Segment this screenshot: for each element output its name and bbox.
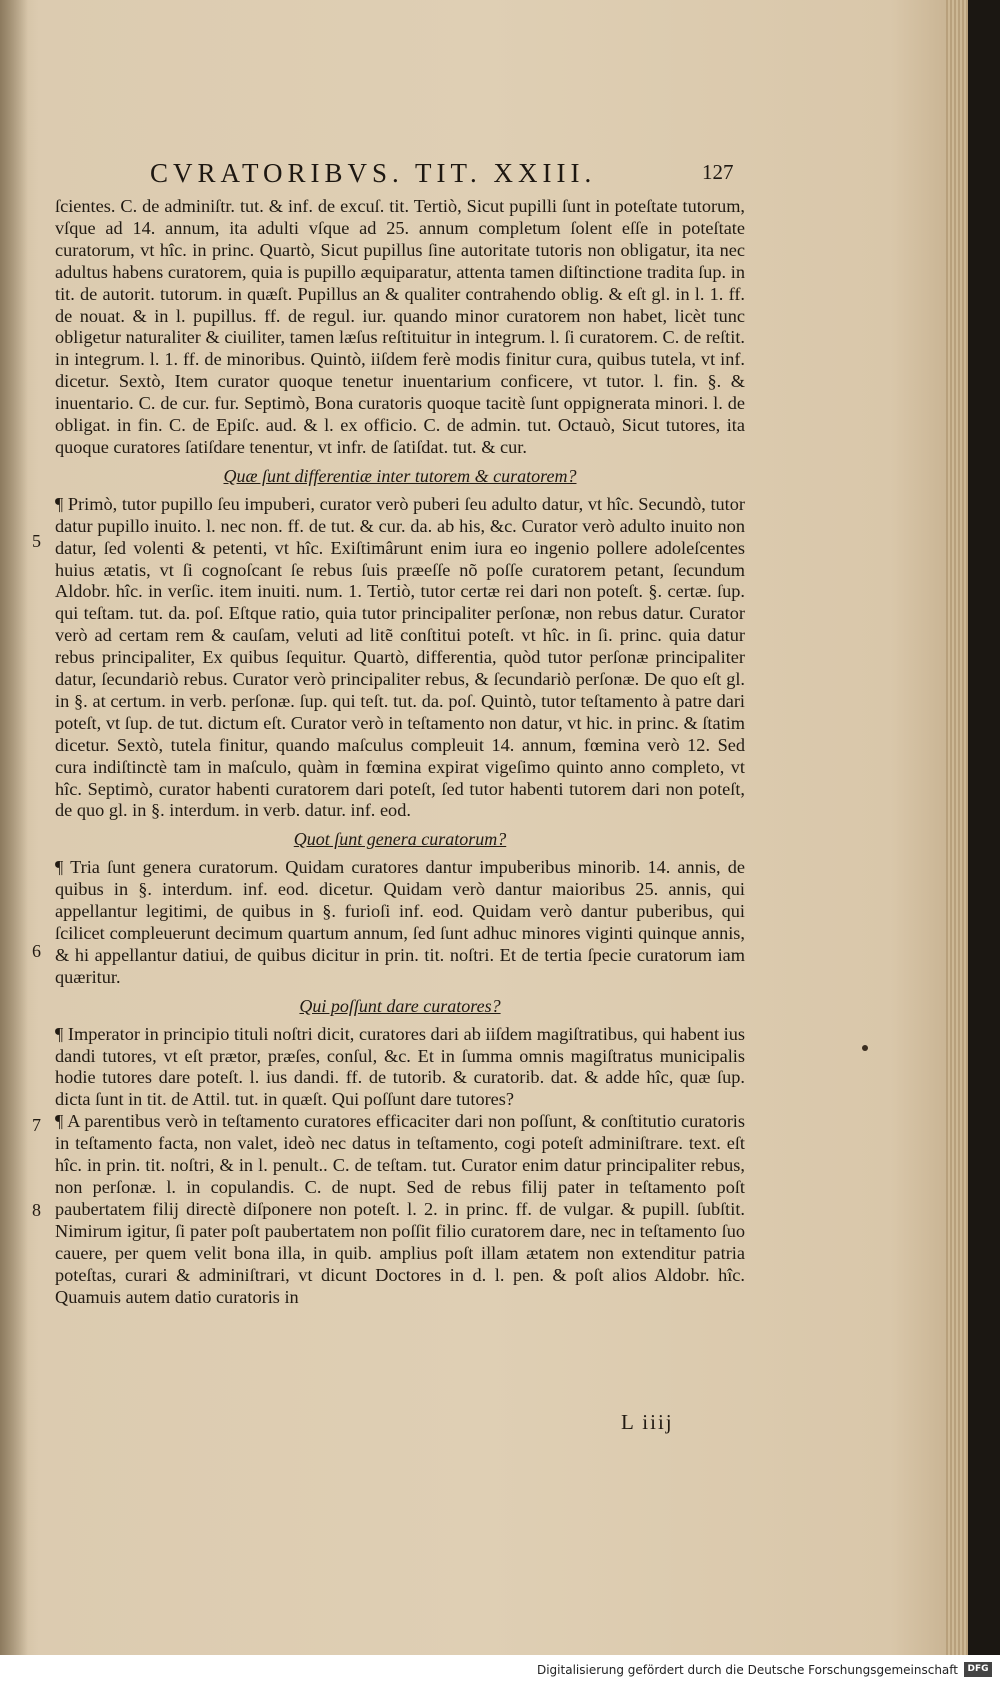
- section-number-6: 6: [32, 941, 41, 961]
- section-number-8: 8: [32, 1200, 41, 1220]
- dfg-logo: DFG: [964, 1662, 992, 1677]
- paragraph-intro: ſcientes. C. de adminiſtr. tut. & inf. de excuſ. tit. Tertiò, Sicut pupilli ſunt in poteſtate tutorum, vſque ad 14. annum, ita adulti vſque ad 25. annum completum ſolent eſſe in poteſtate curatorum, vt hîc. in princ. Quartò, Sicut pupillus ſine autoritate tutoris non obligatur, ita nec adultus habens curatorem, quia is pupillo æquiparatur, attenta tamen diſtinctione tradita ſup. in tit. de autorit. tutorum. in quæſt. Pupillus an & qualiter contrahendo oblig. & eſt gl. in l. 1. ff. de nouat. & in l. pupillus. ff. de regul. iur. quando minor curatorem non habet, licèt tunc obligetur naturaliter & ciuiliter, tamen læſus reſtituitur in integrum. l. ſi curatorem. C. de reſtit. in integrum. l. 1. ff. de minoribus. Quintò, iiſdem ferè modis finitur cura, quibus tutela, vt inf. dicetur. Sextò, Item curator quoque tenetur inuentarium conficere, vt tutor. l. fin. §. & inuentario. C. de cur. fur. Septimò, Bona curatoris quoque tacitè ſunt oppignerata minori. l. de obligat. in fin. C. de Epiſc. aud. & l. ex officio. C. de admin. tut. Octauò, Sicut tutores, ita quoque curatores ſatiſdare tenentur, vt infr. de ſatiſdat. tut. & cur.: [55, 196, 745, 457]
- footer-bar: [0, 1655, 1000, 1687]
- section-heading-7: Qui poſſunt dare curatores?: [299, 995, 501, 1016]
- section-text-7: ¶ Imperator in principio tituli noſtri dicit, curatores dari ab iiſdem magiſtratibus, qui habent ius dandi tutores, vt eſt prætor, præſes, conſul, &c. Et in ſumma omnis magiſtratus municipalis hodie tutores dare poteſt. l. ius dandi. ff. de tutorib. & curatorib. dat. & adde hîc, quæ ſup. dicta ſunt in tit. de Attil. tut. in quæſt. Qui poſſunt dare tutores?: [55, 1023, 745, 1110]
- page-gutter: [0, 0, 28, 1655]
- page-number: 127: [702, 160, 734, 184]
- section-number-5: 5: [32, 531, 41, 551]
- section-text-5: ¶ Primò, tutor pupillo ſeu impuberi, curator verò puberi ſeu adulto datur, vt hîc. Secundò, tutor datur pupillo inuito. l. nec non. ff. de tut. & cur. da. ab his, &c. Curator verò adulto inuito non datur, ſed volenti & petenti, vt hîc. Exiſtimârunt enim iura eo ingenio pollere adoleſcentes huius ætatis, vt ſi cognoſcant ſe rebus ſuis præeſſe nõ poſſe curatorem petant, ſecundum Aldobr. hîc. in verſic. item inuiti. num. 1. Tertiò, tutor certæ rei dari non poteſt. §. certæ. ſup. qui teſtam. tut. da. poſ. Eſtque ratio, quia tutor principaliter perſonæ, non rebus datur. Curator verò ad certam rem & cauſam, veluti ad litẽ conſtitui poteſt. vt hîc. in ſi. princ. quia datur rebus principaliter, Ex quibus ſequitur. Quartò, differentia, quòd tutor perſonæ principaliter datur, ſecundariò rebus. Curator verò principaliter rebus, & ſecundariò perſonæ. De quo eſt gl. in §. at certum. in verb. perſonæ. ſup. qui teſt. tut. da. poſ. Quintò, tutor teſtamento à patre dari poteſt, vt ſup. de tut. dictum eſt. Curator verò in teſtamento non datur, vt hic. in princ. & ſtatim dicetur. Sextò, tutela finitur, quando maſculus compleuit 14. annum, fœmina verò 12. Sed cura indiſtinctè tam in maſculo, quàm in fœmina expirat vigeſimo quinto anno completo, vt hîc. Septimò, curator habenti curatorem dari poteſt, ſed tutor habenti tutorem dari non poteſt, de quo gl. in §. interdum. in verb. datur. inf. eod.: [55, 493, 745, 821]
- section-text-6: ¶ Tria ſunt genera curatorum. Quidam curatores dantur impuberibus minorib. 14. annis, de quibus in §. interdum. inf. eod. dicetur. Quidam verò dantur maioribus 25. annis, qui appellantur legitimi, de quibus in §. furioſi inf. eod. Quidam verò dantur puberibus, qui ſcilicet compleuerunt decimum quartum annum, ſed ſunt adhuc minores viginti quinque annis, & hi appellantur datiui, de quibus dicitur in prin. tit. noſtri. Et de tertia ſpecie curatorum iam quæritur.: [55, 857, 745, 987]
- section-number-7: 7: [32, 1115, 41, 1135]
- page-edges: [946, 0, 968, 1655]
- section-heading-6: Quot ſunt genera curatorum?: [293, 829, 507, 850]
- section-text-8: ¶ A parentibus verò in teſtamento curatores efficaciter dari non poſſunt, & conſtitutio curatoris in teſtamento facta, non valet, ideò nec datus in teſtamento, cogi poteſt adminiſtrare. text. eſt hîc. in prin. tit. noſtri, & in l. penult.. C. de teſtam. tut. Curator enim datur principaliter rebus, non perſonæ. l. in copulandis. C. de nupt. Sed de rebus filij pater in teſtamento poſt paubertatem filij directè diſponere non poteſt. l. 2. in princ. ff. de vulgar. & pupill. ſubſtit. Nimirum igitur, ſi pater poſt paubertatem non poſſit filio curatorem dare, nec in teſtamento ſuo cauere, per quem velit bona illa, in quib. amplius poſt illam ætatem non extenditur patria poteſtas, curari & adminiſtrari, vt dicunt Doctores in d. l. pen. & poſt alios Aldobr. hîc. Quamuis autem datio curatoris in: [55, 1111, 745, 1307]
- section-heading-5: Quæ ſunt differentiæ inter tutorem & curatorem?: [223, 465, 577, 486]
- signature-mark: L iiij: [621, 1410, 674, 1434]
- main-text: [55, 196, 745, 1308]
- running-head: CVRATORIBVS. TIT. XXIII.: [150, 158, 597, 188]
- ink-spot: [862, 1045, 868, 1051]
- footer-credit: Digitalisierung gefördert durch die Deutsche Forschungsgemeinschaft: [536, 1663, 958, 1677]
